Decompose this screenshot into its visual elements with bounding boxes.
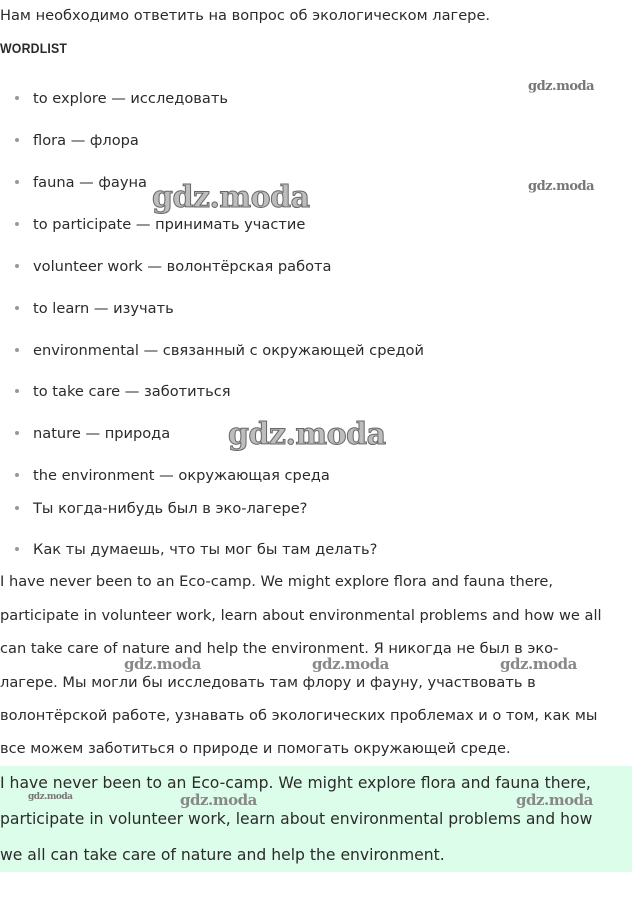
list-item: [15, 342, 424, 359]
item-text: environmental — связанный с окружающей средой: [33, 342, 424, 359]
watermark: gdz.moda: [528, 179, 595, 194]
watermark: gdz.moda: [124, 655, 201, 673]
watermark: gdz.moda: [500, 655, 577, 673]
answer-line: лагере. Мы могли бы исследовать там флору и фауну, участвовать в: [0, 674, 536, 691]
highlight-line: we all can take care of nature and help the environment.: [0, 846, 445, 864]
watermark: gdz.moda: [152, 180, 310, 215]
item-text: flora — флора: [33, 132, 139, 149]
bullet-icon: [15, 389, 19, 393]
list-item: [15, 425, 170, 442]
item-text: Как ты думаешь, что ты мог бы там делать?: [33, 541, 378, 558]
item-text: to take care — заботиться: [33, 383, 231, 400]
bullet-icon: [15, 180, 19, 184]
highlighted-translation: [0, 766, 632, 872]
watermark: gdz.moda: [516, 791, 593, 809]
bullet-icon: [15, 348, 19, 352]
answer-line: can take care of nature and help the environment. Я никогда не был в эко-: [0, 640, 559, 657]
answer-line: participate in volunteer work, learn about environmental problems and how we all: [0, 607, 602, 624]
bullet-icon: [15, 264, 19, 268]
list-item: [15, 90, 228, 107]
watermark: gdz.moda: [312, 655, 389, 673]
answer-line: все можем заботиться о природе и помогать окружающей среде.: [0, 740, 511, 757]
item-text: to explore — исследовать: [33, 90, 228, 107]
wordlist-heading: WORDLIST: [0, 40, 68, 56]
bullet-icon: [15, 96, 19, 100]
item-text: Ты когда-нибудь был в эко-лагере?: [33, 500, 308, 517]
list-item: [15, 383, 231, 400]
highlight-line: participate in volunteer work, learn about environmental problems and how: [0, 810, 593, 828]
list-item: [15, 541, 377, 558]
bullet-icon: [15, 306, 19, 310]
list-item: [15, 132, 139, 149]
bullet-icon: [15, 506, 19, 510]
bullet-icon: [15, 138, 19, 142]
item-text: volunteer work — волонтёрская работа: [33, 258, 332, 275]
item-text: nature — природа: [33, 425, 171, 442]
watermark: gdz.moda: [228, 417, 386, 452]
item-text: to participate — принимать участие: [33, 216, 306, 233]
watermark: gdz.moda: [28, 792, 73, 802]
watermark: gdz.moda: [180, 791, 257, 809]
watermark: gdz.moda: [528, 79, 595, 94]
list-item: [15, 300, 174, 317]
intro-text: Нам необходимо ответить на вопрос об экологическом лагере.: [0, 7, 491, 24]
bullet-icon: [15, 473, 19, 477]
bullet-icon: [15, 222, 19, 226]
highlight-line: I have never been to an Eco-camp. We might explore flora and fauna there,: [0, 774, 591, 792]
item-text: to learn — изучать: [33, 300, 174, 317]
bullet-icon: [15, 431, 19, 435]
answer-line: волонтёрской работе, узнавать об экологических проблемах и о том, как мы: [0, 707, 598, 724]
answer-line: I have never been to an Eco-camp. We might explore flora and fauna there,: [0, 573, 553, 590]
list-item: [15, 500, 307, 517]
bullet-icon: [15, 547, 19, 551]
list-item: [15, 467, 330, 484]
list-item: [15, 216, 305, 233]
item-text: the environment — окружающая среда: [33, 467, 330, 484]
item-text: fauna — фауна: [33, 174, 147, 191]
list-item: [15, 258, 331, 275]
list-item: [15, 174, 147, 191]
